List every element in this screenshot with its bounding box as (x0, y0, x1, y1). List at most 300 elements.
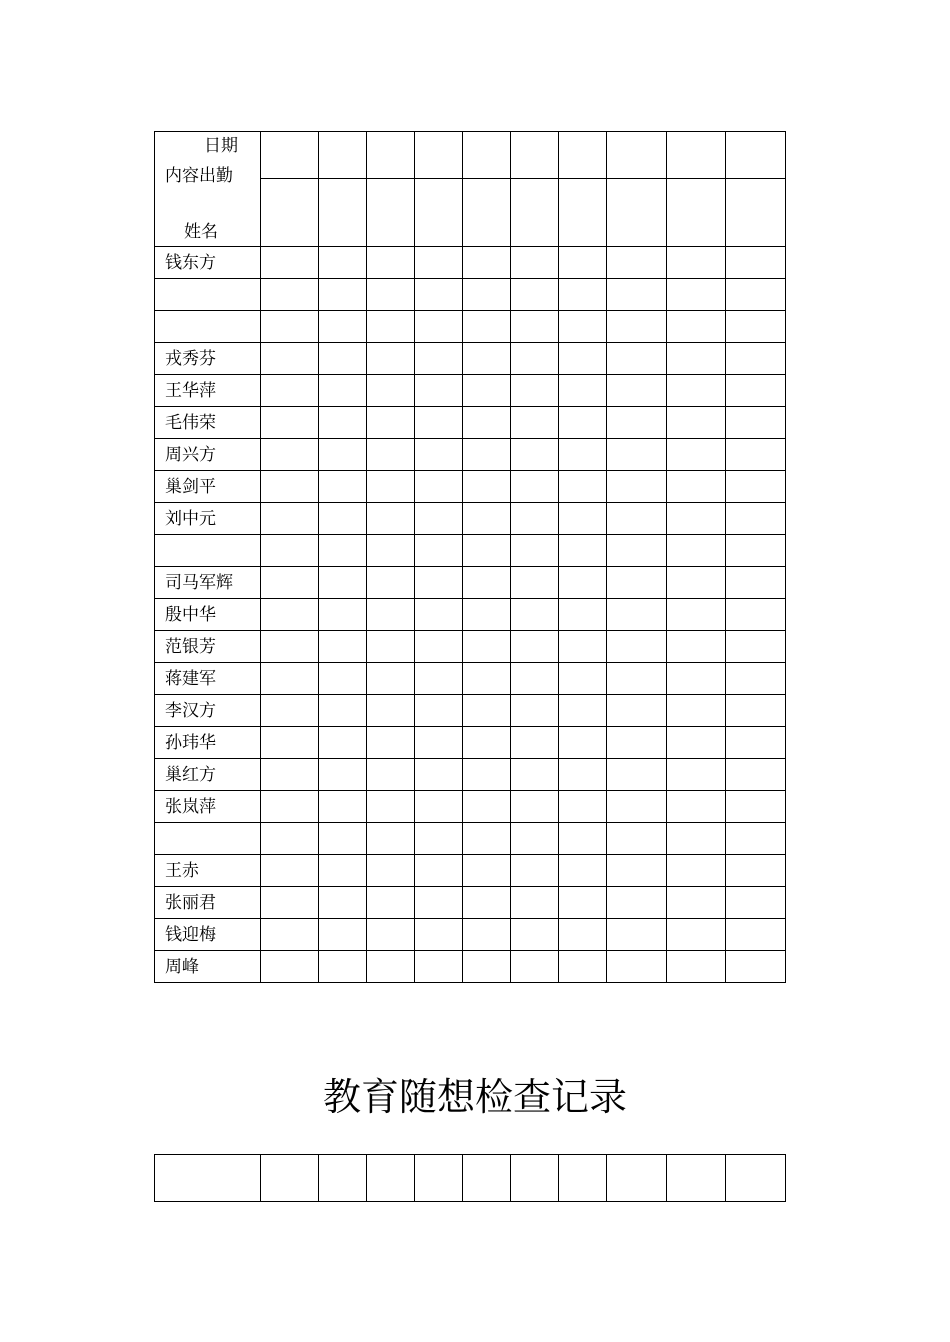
attendance-cell[interactable] (319, 727, 367, 759)
attendance-cell[interactable] (511, 919, 559, 951)
attendance-cell[interactable] (261, 535, 319, 567)
attendance-cell[interactable] (261, 503, 319, 535)
attendance-cell[interactable] (607, 695, 667, 727)
attendance-cell[interactable] (463, 535, 511, 567)
attendance-cell[interactable] (463, 791, 511, 823)
attendance-cell[interactable] (726, 727, 786, 759)
attendance-cell[interactable] (667, 439, 726, 471)
inspection-cell[interactable] (261, 1155, 319, 1202)
attendance-cell[interactable] (463, 631, 511, 663)
attendance-cell[interactable] (667, 631, 726, 663)
inspection-cell[interactable] (667, 1155, 726, 1202)
attendance-cell[interactable] (667, 759, 726, 791)
attendance-cell[interactable] (511, 247, 559, 279)
attendance-cell[interactable] (726, 695, 786, 727)
section-title: 教育随想检查记录 (322, 1075, 627, 1119)
attendance-cell[interactable] (559, 375, 607, 407)
attendance-cell[interactable] (607, 855, 667, 887)
attendance-cell[interactable] (667, 375, 726, 407)
content-cell[interactable] (367, 179, 415, 247)
attendance-cell[interactable] (367, 567, 415, 599)
attendance-cell[interactable] (415, 599, 463, 631)
attendance-cell[interactable] (511, 279, 559, 311)
student-name-cell[interactable]: 张岚萍 (155, 791, 261, 823)
attendance-cell[interactable] (726, 663, 786, 695)
attendance-cell[interactable] (261, 247, 319, 279)
attendance-cell[interactable] (261, 919, 319, 951)
attendance-cell[interactable] (559, 343, 607, 375)
student-name-cell[interactable]: 孙玮华 (155, 727, 261, 759)
date-cell[interactable] (667, 132, 726, 179)
attendance-cell[interactable] (607, 951, 667, 983)
attendance-cell[interactable] (463, 503, 511, 535)
inspection-cell[interactable] (559, 1155, 607, 1202)
attendance-cell[interactable] (559, 919, 607, 951)
attendance-cell[interactable] (367, 471, 415, 503)
attendance-cell[interactable] (367, 791, 415, 823)
attendance-cell[interactable] (415, 727, 463, 759)
attendance-cell[interactable] (667, 567, 726, 599)
date-cell[interactable] (726, 132, 786, 179)
attendance-cell[interactable] (261, 471, 319, 503)
student-name-cell[interactable]: 周峰 (155, 951, 261, 983)
content-cell[interactable] (463, 179, 511, 247)
attendance-cell[interactable] (367, 503, 415, 535)
attendance-cell[interactable] (319, 855, 367, 887)
attendance-cell[interactable] (463, 695, 511, 727)
attendance-cell[interactable] (367, 599, 415, 631)
attendance-cell[interactable] (319, 311, 367, 343)
attendance-cell[interactable] (367, 887, 415, 919)
attendance-cell[interactable] (726, 471, 786, 503)
attendance-cell[interactable] (511, 727, 559, 759)
attendance-cell[interactable] (367, 535, 415, 567)
attendance-cell[interactable] (415, 631, 463, 663)
attendance-cell[interactable] (511, 823, 559, 855)
student-name-cell[interactable]: 毛伟荣 (155, 407, 261, 439)
attendance-cell[interactable] (607, 279, 667, 311)
attendance-cell[interactable] (319, 407, 367, 439)
attendance-cell[interactable] (511, 471, 559, 503)
attendance-cell[interactable] (415, 311, 463, 343)
attendance-cell[interactable] (415, 535, 463, 567)
attendance-cell[interactable] (607, 439, 667, 471)
attendance-cell[interactable] (726, 535, 786, 567)
attendance-cell[interactable] (261, 567, 319, 599)
attendance-cell[interactable] (261, 599, 319, 631)
attendance-cell[interactable] (667, 823, 726, 855)
attendance-cell[interactable] (367, 375, 415, 407)
attendance-cell[interactable] (415, 343, 463, 375)
attendance-cell[interactable] (463, 375, 511, 407)
attendance-cell[interactable] (415, 663, 463, 695)
attendance-cell[interactable] (511, 855, 559, 887)
attendance-cell[interactable] (667, 343, 726, 375)
attendance-cell[interactable] (319, 343, 367, 375)
attendance-cell[interactable] (415, 439, 463, 471)
attendance-cell[interactable] (726, 887, 786, 919)
attendance-cell[interactable] (667, 919, 726, 951)
student-name-cell[interactable]: 殷中华 (155, 599, 261, 631)
attendance-cell[interactable] (511, 887, 559, 919)
attendance-cell[interactable] (511, 663, 559, 695)
attendance-cell[interactable] (261, 439, 319, 471)
attendance-cell[interactable] (607, 407, 667, 439)
student-name-cell[interactable]: 钱东方 (155, 247, 261, 279)
attendance-cell[interactable] (559, 599, 607, 631)
attendance-cell[interactable] (415, 279, 463, 311)
attendance-cell[interactable] (511, 375, 559, 407)
attendance-cell[interactable] (367, 407, 415, 439)
attendance-cell[interactable] (367, 823, 415, 855)
student-name-cell[interactable] (155, 823, 261, 855)
attendance-cell[interactable] (726, 759, 786, 791)
student-name-cell[interactable] (155, 311, 261, 343)
attendance-cell[interactable] (261, 727, 319, 759)
attendance-cell[interactable] (367, 951, 415, 983)
attendance-cell[interactable] (463, 343, 511, 375)
attendance-cell[interactable] (667, 663, 726, 695)
attendance-cell[interactable] (726, 631, 786, 663)
student-name-cell[interactable]: 巢剑平 (155, 471, 261, 503)
attendance-cell[interactable] (261, 631, 319, 663)
attendance-cell[interactable] (261, 823, 319, 855)
attendance-cell[interactable] (261, 279, 319, 311)
date-cell[interactable] (607, 132, 667, 179)
date-cell[interactable] (319, 132, 367, 179)
student-name-cell[interactable]: 蒋建军 (155, 663, 261, 695)
inspection-cell[interactable] (726, 1155, 786, 1202)
attendance-cell[interactable] (607, 663, 667, 695)
attendance-cell[interactable] (559, 759, 607, 791)
attendance-cell[interactable] (511, 535, 559, 567)
attendance-cell[interactable] (667, 599, 726, 631)
attendance-cell[interactable] (667, 407, 726, 439)
attendance-cell[interactable] (726, 247, 786, 279)
attendance-cell[interactable] (511, 695, 559, 727)
attendance-cell[interactable] (463, 951, 511, 983)
attendance-cell[interactable] (607, 727, 667, 759)
attendance-cell[interactable] (607, 631, 667, 663)
attendance-cell[interactable] (511, 311, 559, 343)
attendance-cell[interactable] (667, 727, 726, 759)
content-cell[interactable] (726, 179, 786, 247)
attendance-row (155, 247, 786, 279)
attendance-cell[interactable] (319, 279, 367, 311)
content-cell[interactable] (415, 179, 463, 247)
attendance-cell[interactable] (667, 311, 726, 343)
attendance-cell[interactable] (463, 919, 511, 951)
attendance-cell[interactable] (511, 791, 559, 823)
attendance-cell[interactable] (463, 279, 511, 311)
attendance-cell[interactable] (726, 407, 786, 439)
date-cell[interactable] (463, 132, 511, 179)
attendance-cell[interactable] (511, 407, 559, 439)
attendance-row (155, 471, 786, 503)
attendance-cell[interactable] (511, 951, 559, 983)
date-cell[interactable] (511, 132, 559, 179)
attendance-row (155, 279, 786, 311)
attendance-cell[interactable] (415, 407, 463, 439)
attendance-row (155, 535, 786, 567)
attendance-cell[interactable] (726, 791, 786, 823)
attendance-cell[interactable] (667, 535, 726, 567)
attendance-cell[interactable] (511, 567, 559, 599)
attendance-cell[interactable] (367, 663, 415, 695)
attendance-cell[interactable] (367, 247, 415, 279)
attendance-cell[interactable] (261, 887, 319, 919)
attendance-cell[interactable] (415, 855, 463, 887)
attendance-cell[interactable] (261, 791, 319, 823)
attendance-cell[interactable] (667, 791, 726, 823)
attendance-cell[interactable] (607, 503, 667, 535)
student-name-cell[interactable] (155, 279, 261, 311)
attendance-cell[interactable] (726, 823, 786, 855)
attendance-cell[interactable] (367, 279, 415, 311)
attendance-cell[interactable] (415, 919, 463, 951)
attendance-cell[interactable] (319, 247, 367, 279)
attendance-cell[interactable] (559, 311, 607, 343)
attendance-row (155, 439, 786, 471)
attendance-cell[interactable] (367, 727, 415, 759)
student-name-cell[interactable]: 范银芳 (155, 631, 261, 663)
inspection-cell[interactable] (607, 1155, 667, 1202)
attendance-cell[interactable] (415, 375, 463, 407)
attendance-cell[interactable] (319, 631, 367, 663)
attendance-row (155, 919, 786, 951)
attendance-cell[interactable] (559, 887, 607, 919)
attendance-cell[interactable] (463, 823, 511, 855)
attendance-cell[interactable] (667, 471, 726, 503)
attendance-cell[interactable] (607, 311, 667, 343)
attendance-cell[interactable] (319, 887, 367, 919)
attendance-cell[interactable] (319, 375, 367, 407)
date-cell[interactable] (367, 132, 415, 179)
attendance-cell[interactable] (607, 887, 667, 919)
content-cell[interactable] (319, 179, 367, 247)
attendance-cell[interactable] (607, 247, 667, 279)
attendance-cell[interactable] (726, 855, 786, 887)
attendance-cell[interactable] (511, 343, 559, 375)
attendance-cell[interactable] (559, 247, 607, 279)
attendance-cell[interactable] (607, 375, 667, 407)
attendance-cell[interactable] (607, 919, 667, 951)
attendance-cell[interactable] (261, 759, 319, 791)
attendance-cell[interactable] (415, 951, 463, 983)
attendance-cell[interactable] (726, 503, 786, 535)
attendance-cell[interactable] (607, 343, 667, 375)
attendance-cell[interactable] (559, 279, 607, 311)
attendance-cell[interactable] (367, 631, 415, 663)
student-name-cell[interactable]: 李汉方 (155, 695, 261, 727)
attendance-cell[interactable] (607, 471, 667, 503)
attendance-cell[interactable] (415, 503, 463, 535)
attendance-cell[interactable] (726, 311, 786, 343)
attendance-row (155, 823, 786, 855)
attendance-cell[interactable] (463, 247, 511, 279)
attendance-cell[interactable] (667, 951, 726, 983)
inspection-cell[interactable] (155, 1155, 261, 1202)
attendance-cell[interactable] (463, 663, 511, 695)
attendance-cell[interactable] (415, 887, 463, 919)
attendance-cell[interactable] (559, 503, 607, 535)
attendance-cell[interactable] (367, 759, 415, 791)
attendance-cell[interactable] (511, 503, 559, 535)
attendance-row (155, 791, 786, 823)
attendance-cell[interactable] (463, 727, 511, 759)
inspection-cell[interactable] (415, 1155, 463, 1202)
attendance-cell[interactable] (367, 695, 415, 727)
attendance-cell[interactable] (463, 311, 511, 343)
inspection-cell[interactable] (367, 1155, 415, 1202)
attendance-cell[interactable] (559, 791, 607, 823)
attendance-cell[interactable] (607, 823, 667, 855)
attendance-cell[interactable] (319, 471, 367, 503)
inspection-cell[interactable] (511, 1155, 559, 1202)
attendance-cell[interactable] (463, 759, 511, 791)
attendance-cell[interactable] (726, 375, 786, 407)
date-cell[interactable] (559, 132, 607, 179)
header-row-top (155, 132, 786, 179)
student-name-cell[interactable] (155, 535, 261, 567)
attendance-cell[interactable] (559, 631, 607, 663)
attendance-cell[interactable] (319, 791, 367, 823)
attendance-cell[interactable] (463, 567, 511, 599)
date-cell[interactable] (415, 132, 463, 179)
student-name-cell[interactable]: 刘中元 (155, 503, 261, 535)
attendance-cell[interactable] (415, 791, 463, 823)
student-name-cell[interactable]: 司马军辉 (155, 567, 261, 599)
attendance-cell[interactable] (726, 343, 786, 375)
attendance-cell[interactable] (511, 439, 559, 471)
attendance-cell[interactable] (367, 919, 415, 951)
attendance-cell[interactable] (559, 407, 607, 439)
attendance-cell[interactable] (463, 887, 511, 919)
attendance-cell[interactable] (261, 951, 319, 983)
attendance-cell[interactable] (319, 695, 367, 727)
student-name-cell[interactable]: 王赤 (155, 855, 261, 887)
attendance-cell[interactable] (367, 439, 415, 471)
attendance-cell[interactable] (463, 471, 511, 503)
attendance-cell[interactable] (463, 599, 511, 631)
attendance-cell[interactable] (559, 439, 607, 471)
attendance-cell[interactable] (559, 695, 607, 727)
attendance-cell[interactable] (667, 503, 726, 535)
attendance-cell[interactable] (463, 855, 511, 887)
attendance-cell[interactable] (415, 247, 463, 279)
attendance-cell[interactable] (511, 631, 559, 663)
attendance-cell[interactable] (319, 823, 367, 855)
attendance-cell[interactable] (667, 247, 726, 279)
attendance-cell[interactable] (726, 951, 786, 983)
attendance-cell[interactable] (607, 759, 667, 791)
attendance-cell[interactable] (511, 759, 559, 791)
student-name-cell[interactable]: 张丽君 (155, 887, 261, 919)
attendance-cell[interactable] (319, 503, 367, 535)
attendance-cell[interactable] (726, 919, 786, 951)
attendance-cell[interactable] (261, 663, 319, 695)
inspection-row (155, 1155, 786, 1202)
attendance-cell[interactable] (607, 535, 667, 567)
attendance-cell[interactable] (319, 599, 367, 631)
attendance-cell[interactable] (319, 951, 367, 983)
attendance-cell[interactable] (415, 823, 463, 855)
attendance-cell[interactable] (261, 407, 319, 439)
attendance-cell[interactable] (559, 471, 607, 503)
attendance-cell[interactable] (559, 567, 607, 599)
attendance-cell[interactable] (667, 695, 726, 727)
content-cell[interactable] (261, 179, 319, 247)
content-cell[interactable] (607, 179, 667, 247)
attendance-cell[interactable] (559, 951, 607, 983)
attendance-cell[interactable] (511, 599, 559, 631)
attendance-cell[interactable] (261, 375, 319, 407)
attendance-row (155, 599, 786, 631)
attendance-cell[interactable] (319, 919, 367, 951)
attendance-cell[interactable] (559, 663, 607, 695)
attendance-cell[interactable] (415, 471, 463, 503)
inspection-cell[interactable] (463, 1155, 511, 1202)
attendance-cell[interactable] (261, 343, 319, 375)
attendance-cell[interactable] (415, 567, 463, 599)
attendance-cell[interactable] (726, 439, 786, 471)
attendance-cell[interactable] (261, 695, 319, 727)
attendance-cell[interactable] (367, 855, 415, 887)
attendance-cell[interactable] (319, 663, 367, 695)
attendance-cell[interactable] (559, 855, 607, 887)
attendance-cell[interactable] (607, 791, 667, 823)
attendance-cell[interactable] (261, 311, 319, 343)
attendance-cell[interactable] (726, 567, 786, 599)
attendance-cell[interactable] (415, 759, 463, 791)
diagonal-header-cell (155, 132, 261, 247)
attendance-cell[interactable] (415, 695, 463, 727)
attendance-cell[interactable] (559, 727, 607, 759)
attendance-cell[interactable] (607, 567, 667, 599)
attendance-cell[interactable] (319, 439, 367, 471)
inspection-cell[interactable] (319, 1155, 367, 1202)
attendance-cell[interactable] (367, 343, 415, 375)
attendance-cell[interactable] (319, 567, 367, 599)
attendance-cell[interactable] (667, 855, 726, 887)
content-cell[interactable] (511, 179, 559, 247)
attendance-row (155, 375, 786, 407)
student-name-cell[interactable]: 钱迎梅 (155, 919, 261, 951)
attendance-cell[interactable] (607, 599, 667, 631)
attendance-cell[interactable] (319, 535, 367, 567)
content-cell[interactable] (559, 179, 607, 247)
attendance-cell[interactable] (667, 887, 726, 919)
attendance-cell[interactable] (261, 855, 319, 887)
attendance-cell[interactable] (559, 823, 607, 855)
attendance-cell[interactable] (726, 279, 786, 311)
student-name-cell[interactable]: 戎秀芬 (155, 343, 261, 375)
date-header-label: 日期 (204, 136, 238, 156)
attendance-cell[interactable] (367, 311, 415, 343)
content-attendance-header-label: 内容出勤 (165, 166, 233, 186)
attendance-cell[interactable] (667, 279, 726, 311)
attendance-cell[interactable] (726, 599, 786, 631)
attendance-cell[interactable] (319, 759, 367, 791)
attendance-cell[interactable] (463, 439, 511, 471)
date-cell[interactable] (261, 132, 319, 179)
attendance-cell[interactable] (463, 407, 511, 439)
attendance-cell[interactable] (559, 535, 607, 567)
student-name-cell[interactable]: 巢红方 (155, 759, 261, 791)
student-name-cell[interactable]: 周兴方 (155, 439, 261, 471)
content-cell[interactable] (667, 179, 726, 247)
student-name-cell[interactable]: 王华萍 (155, 375, 261, 407)
